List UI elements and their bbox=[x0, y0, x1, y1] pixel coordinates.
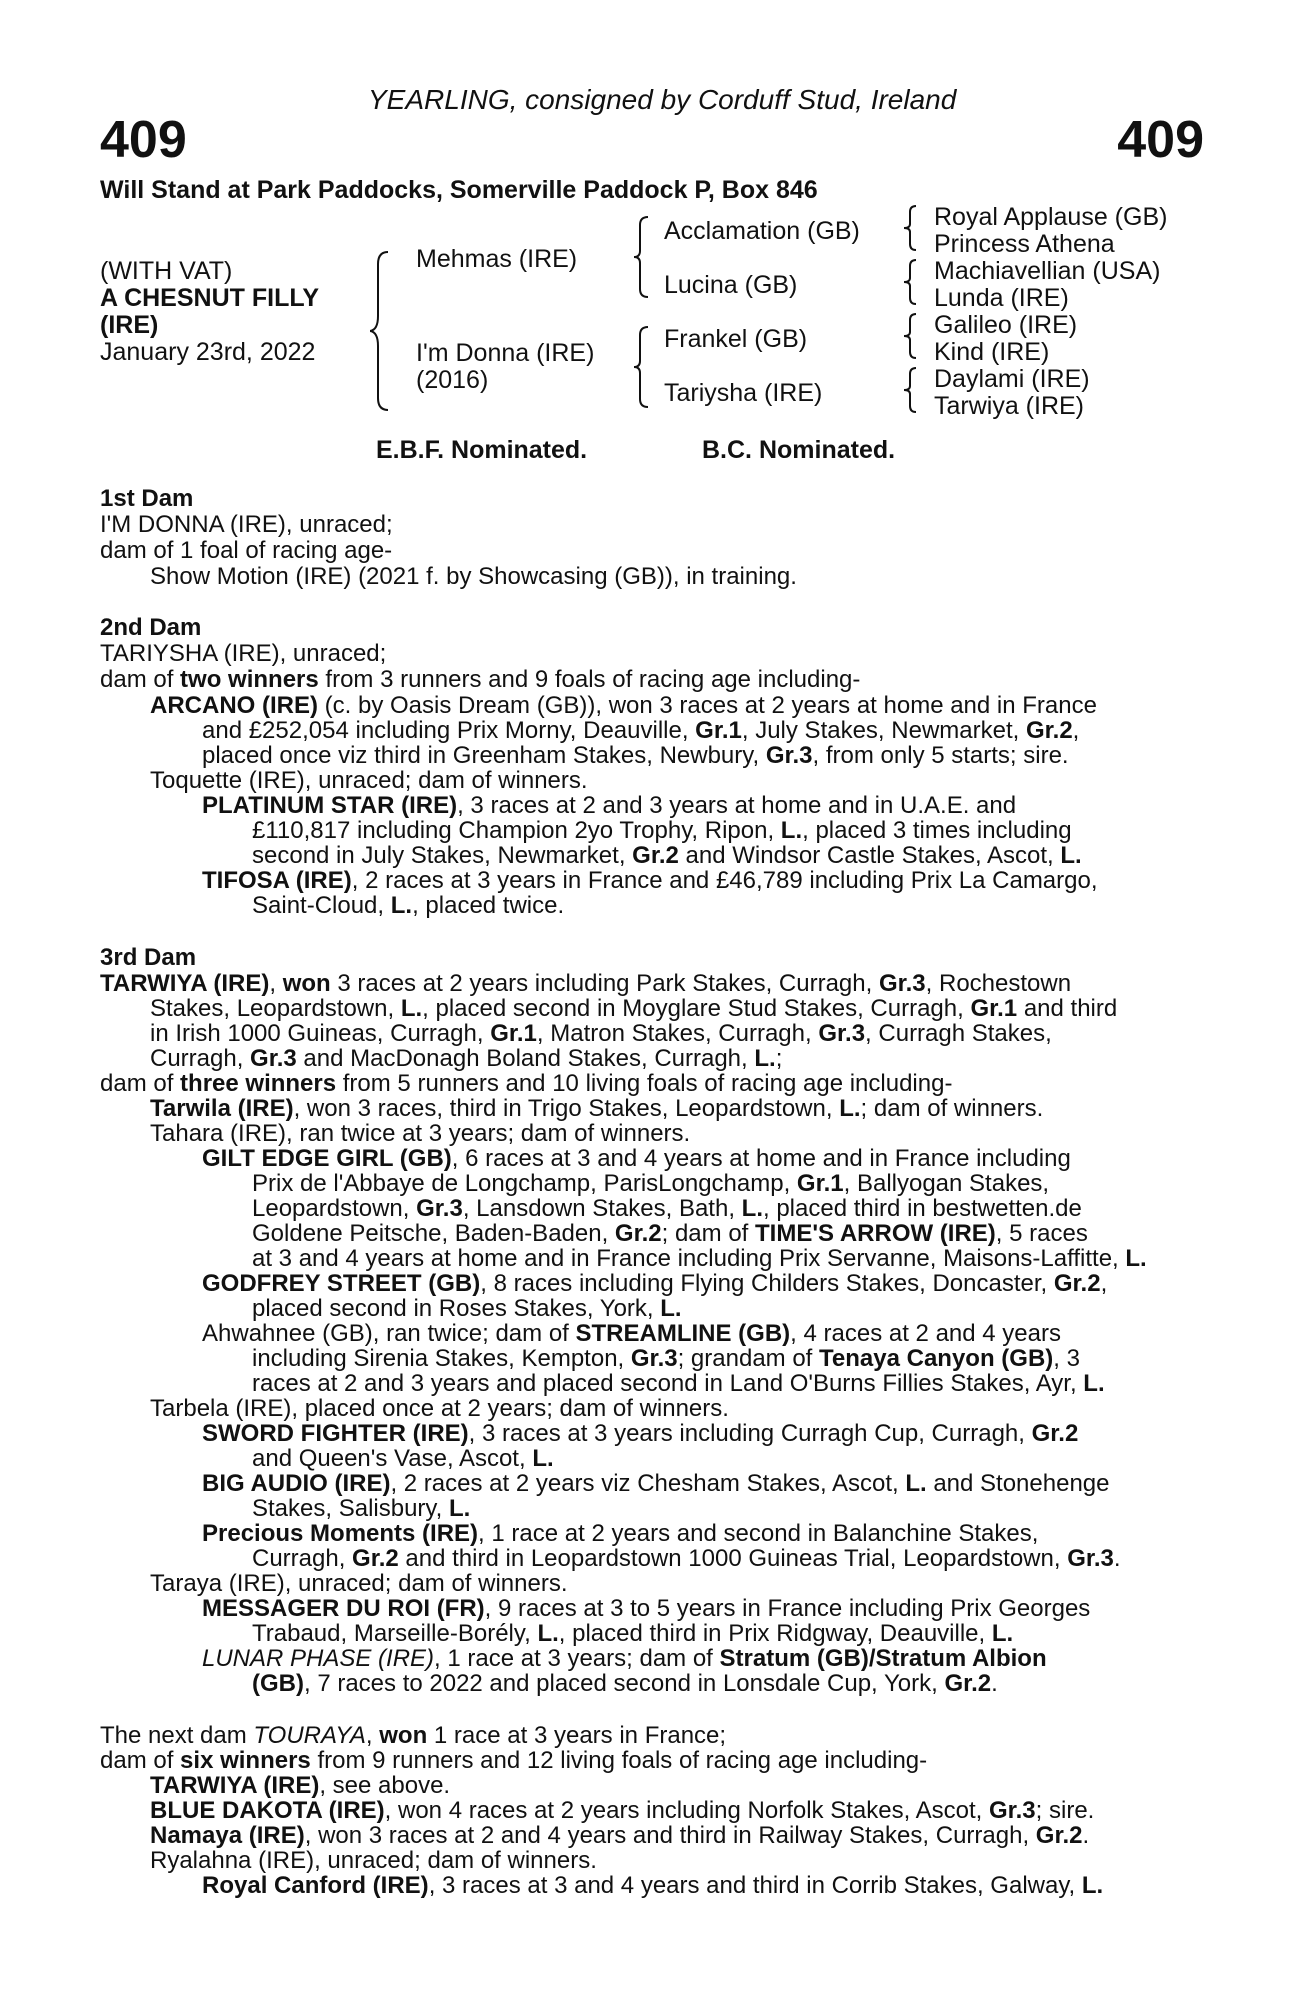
bc-nomination: B.C. Nominated. bbox=[702, 436, 896, 464]
tarbela-line: Tarbela (IRE), placed once at 2 years; dam of winners. bbox=[150, 1395, 729, 1422]
pedigree-brace-sd bbox=[904, 258, 920, 306]
next-dam-line2: dam of six winners from 9 runners and 12 living foals of racing age including- bbox=[100, 1747, 928, 1774]
ahwahnee-line1: Ahwahnee (GB), ran twice; dam of STREAMLINE (GB), 4 races at 2 and 4 years bbox=[202, 1320, 1061, 1347]
vat-note: (WITH VAT) bbox=[100, 257, 233, 285]
messager-line2: Trabaud, Marseille-Borély, L., placed third in Prix Ridgway, Deauville, L. bbox=[252, 1620, 1014, 1647]
big-audio-line2: Stakes, Salisbury, L. bbox=[252, 1495, 471, 1522]
tifosa-line1: TIFOSA (IRE), 2 races at 3 years in France and £46,789 including Prix La Camargo, bbox=[202, 867, 1098, 894]
sire-sire-sire: Royal Applause (GB) bbox=[934, 203, 1168, 231]
arcano-line3: placed once viz third in Greenham Stakes, Newbury, Gr.3, from only 5 starts; sire. bbox=[202, 742, 1069, 769]
first-dam-line1: I'M DONNA (IRE), unraced; bbox=[100, 511, 393, 538]
second-dam-line1: TARIYSHA (IRE), unraced; bbox=[100, 640, 387, 667]
lunar-phase-line2: (GB), 7 races to 2022 and placed second in Lonsdale Cup, York, Gr.2. bbox=[252, 1670, 998, 1697]
tarwiya-line3: in Irish 1000 Guineas, Curragh, Gr.1, Matron Stakes, Curragh, Gr.3, Curragh Stakes, bbox=[150, 1020, 1052, 1047]
messager-line1: MESSAGER DU ROI (FR), 9 races at 3 to 5 years in France including Prix Georges bbox=[202, 1595, 1091, 1622]
arcano-line2: and £252,054 including Prix Morny, Deauville, Gr.1, July Stakes, Newmarket, Gr.2, bbox=[202, 717, 1080, 744]
sire-dam-dam: Lunda (IRE) bbox=[934, 284, 1069, 312]
pedigree-brace-dd bbox=[904, 366, 920, 414]
lot-number-right: 409 bbox=[1117, 111, 1204, 169]
tarwiya-line1: TARWIYA (IRE), won 3 races at 2 years including Park Stakes, Curragh, Gr.3, Rochestown bbox=[100, 970, 1072, 997]
horse-name-line2: (IRE) bbox=[100, 311, 159, 339]
taraya-line: Taraya (IRE), unraced; dam of winners. bbox=[150, 1570, 568, 1597]
next-dam-line1: The next dam TOURAYA, won 1 race at 3 years in France; bbox=[100, 1722, 727, 1749]
first-dam-heading: 1st Dam bbox=[100, 485, 194, 512]
sire-dam: Lucina (GB) bbox=[664, 271, 798, 299]
dam-dam-dam: Tarwiya (IRE) bbox=[934, 392, 1085, 420]
precious-moments-line1: Precious Moments (IRE), 1 race at 2 years and second in Balanchine Stakes, bbox=[202, 1520, 1039, 1547]
precious-moments-line2: Curragh, Gr.2 and third in Leopardstown 1000 Guineas Trial, Leopardstown, Gr.3. bbox=[252, 1545, 1121, 1572]
blue-dakota-line: BLUE DAKOTA (IRE), won 4 races at 2 years including Norfolk Stakes, Ascot, Gr.3; sire. bbox=[150, 1797, 1095, 1824]
godfrey-line2: placed second in Roses Stakes, York, L. bbox=[252, 1295, 682, 1322]
sire-name: Mehmas (IRE) bbox=[416, 245, 578, 273]
big-audio-line1: BIG AUDIO (IRE), 2 races at 2 years viz Chesham Stakes, Ascot, L. and Stonehenge bbox=[202, 1470, 1110, 1497]
gilt-edge-line1: GILT EDGE GIRL (GB), 6 races at 3 and 4 years at home and in France including bbox=[202, 1145, 1071, 1172]
tahara-line: Tahara (IRE), ran twice at 3 years; dam of winners. bbox=[150, 1120, 691, 1147]
stand-location: Will Stand at Park Paddocks, Somerville Paddock P, Box 846 bbox=[100, 176, 818, 204]
third-dam-heading: 3rd Dam bbox=[100, 944, 197, 971]
sire-dam-sire: Machiavellian (USA) bbox=[934, 257, 1161, 285]
gilt-edge-line3: Leopardstown, Gr.3, Lansdown Stakes, Bath, L., placed third in bestwetten.de bbox=[252, 1195, 1082, 1222]
dam-sire-sire: Galileo (IRE) bbox=[934, 311, 1078, 339]
platinum-star-line3: second in July Stakes, Newmarket, Gr.2 and Windsor Castle Stakes, Ascot, L. bbox=[252, 842, 1082, 869]
namaya-line: Namaya (IRE), won 3 races at 2 and 4 years and third in Railway Stakes, Curragh, Gr.2. bbox=[150, 1822, 1090, 1849]
tarwiya-line4: Curragh, Gr.3 and MacDonagh Boland Stakes, Curragh, L.; bbox=[150, 1045, 783, 1072]
second-dam-line2: dam of two winners from 3 runners and 9 foals of racing age including- bbox=[100, 666, 861, 693]
sword-fighter-line2: and Queen's Vase, Ascot, L. bbox=[252, 1445, 554, 1472]
gilt-edge-line2: Prix de l'Abbaye de Longchamp, ParisLongchamp, Gr.1, Ballyogan Stakes, bbox=[252, 1170, 1050, 1197]
lot-number-left: 409 bbox=[100, 111, 187, 169]
sire-sire: Acclamation (GB) bbox=[664, 217, 860, 245]
ahwahnee-line3: races at 2 and 3 years and placed second in Land O'Burns Fillies Stakes, Ayr, L. bbox=[252, 1370, 1105, 1397]
ahwahnee-line2: including Sirenia Stakes, Kempton, Gr.3; grandam of Tenaya Canyon (GB), 3 bbox=[252, 1345, 1080, 1372]
dam-dam-sire: Daylami (IRE) bbox=[934, 365, 1090, 393]
first-dam-line2: dam of 1 foal of racing age- bbox=[100, 537, 393, 564]
dam-sire: Frankel (GB) bbox=[664, 325, 808, 353]
sale-subtitle: YEARLING, consigned by Corduff Stud, Ireland bbox=[368, 84, 957, 115]
godfrey-line1: GODFREY STREET (GB), 8 races including Flying Childers Stakes, Doncaster, Gr.2, bbox=[202, 1270, 1108, 1297]
third-dam-dam-of: dam of three winners from 5 runners and 10 living foals of racing age including- bbox=[100, 1070, 953, 1097]
lunar-phase-line1: LUNAR PHASE (IRE), 1 race at 3 years; dam of Stratum (GB)/Stratum Albion bbox=[202, 1645, 1047, 1672]
pedigree-brace-ss bbox=[904, 204, 920, 252]
sword-fighter-line1: SWORD FIGHTER (IRE), 3 races at 3 years including Curragh Cup, Curragh, Gr.2 bbox=[202, 1420, 1079, 1447]
pedigree-brace-sire bbox=[634, 215, 654, 299]
second-dam-heading: 2nd Dam bbox=[100, 614, 202, 641]
dam-sire-dam: Kind (IRE) bbox=[934, 338, 1050, 366]
tarwiya-line2: Stakes, Leopardstown, L., placed second in Moyglare Stud Stakes, Curragh, Gr.1 and third bbox=[150, 995, 1118, 1022]
arcano-line1: ARCANO (IRE) (c. by Oasis Dream (GB)), won 3 races at 2 years at home and in France bbox=[150, 692, 1097, 719]
gilt-edge-line5: at 3 and 4 years at home and in France including Prix Servanne, Maisons-Laffitte, L. bbox=[252, 1245, 1147, 1272]
dam-foaled: (2016) bbox=[416, 366, 489, 394]
pedigree-brace-dam bbox=[634, 325, 654, 409]
tifosa-line2: Saint-Cloud, L., placed twice. bbox=[252, 892, 565, 919]
royal-canford-line: Royal Canford (IRE), 3 races at 3 and 4 years and third in Corrib Stakes, Galway, L. bbox=[202, 1872, 1104, 1899]
gilt-edge-line4: Goldene Peitsche, Baden-Baden, Gr.2; dam of TIME'S ARROW (IRE), 5 races bbox=[252, 1220, 1088, 1247]
ebf-nomination: E.B.F. Nominated. bbox=[376, 436, 588, 464]
next-dam-tarwiya: TARWIYA (IRE), see above. bbox=[150, 1772, 451, 1799]
first-dam-foal: Show Motion (IRE) (2021 f. by Showcasing (GB)), in training. bbox=[150, 563, 797, 590]
tarwila-line: Tarwila (IRE), won 3 races, third in Trigo Stakes, Leopardstown, L.; dam of winners. bbox=[150, 1095, 1044, 1122]
dam-dam: Tariysha (IRE) bbox=[664, 379, 823, 407]
dam-name: I'm Donna (IRE) bbox=[416, 339, 595, 367]
foaling-date: January 23rd, 2022 bbox=[100, 338, 316, 366]
horse-name-line1: A CHESNUT FILLY bbox=[100, 284, 319, 312]
pedigree-brace-ds bbox=[904, 312, 920, 360]
platinum-star-line1: PLATINUM STAR (IRE), 3 races at 2 and 3 years at home and in U.A.E. and bbox=[202, 792, 1017, 819]
platinum-star-line2: £110,817 including Champion 2yo Trophy, Ripon, L., placed 3 times including bbox=[252, 817, 1072, 844]
pedigree-brace-main bbox=[370, 250, 400, 412]
toquette-line: Toquette (IRE), unraced; dam of winners. bbox=[150, 767, 588, 794]
sire-sire-dam: Princess Athena bbox=[934, 230, 1115, 258]
ryalahna-line: Ryalahna (IRE), unraced; dam of winners. bbox=[150, 1847, 597, 1874]
